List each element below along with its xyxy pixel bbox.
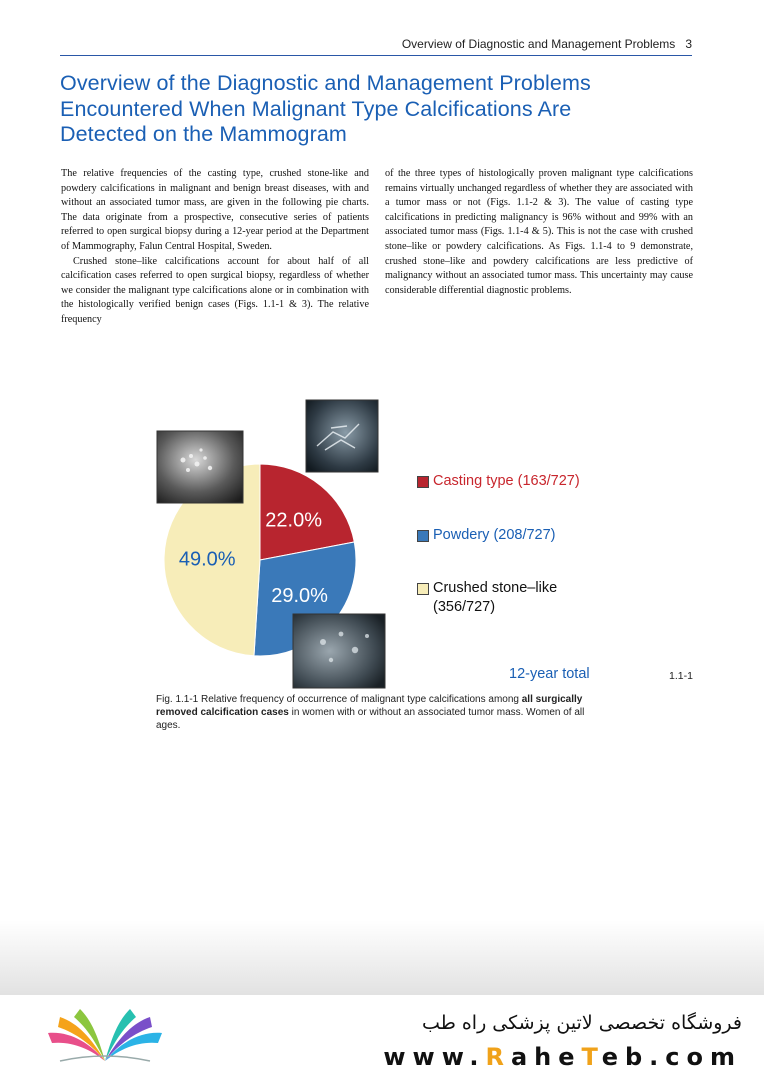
chapter-title-line3: Detected on the Mammogram	[60, 122, 347, 146]
caption-prefix: Fig. 1.1-1 Relative frequency of occurrence of malignant type calcifications among	[156, 694, 522, 705]
url-part: ahe	[510, 1043, 582, 1071]
url-accent-r: R	[485, 1043, 511, 1071]
legend-swatch-powdery	[417, 530, 429, 542]
page-bottom-shadow	[0, 920, 764, 995]
mammogram-thumbnail-crushed-stone	[293, 614, 385, 688]
banner-url[interactable]	[383, 1043, 742, 1071]
url-accent-t: T	[581, 1043, 602, 1071]
figure-caption	[156, 693, 596, 733]
body-paragraph: Crushed stone–like calcifications account for about half of all calcification cases referred to open surgical biopsy, regardless of whether we consider the malignant type calcifications alone or in combination with the histologically verified benign cases (Figs. 1.1-1 & 3). The relative frequency	[61, 255, 369, 325]
pie-label-crushed-stone: 49.0%	[178, 548, 236, 571]
chart-total-label: 12-year total	[509, 666, 590, 682]
figure-number: 1.1-1	[669, 670, 693, 682]
legend-swatch-casting	[417, 476, 429, 488]
body-paragraph: of the three types of histologically proven malignant type calcifications remains virtually unchanged regardless of whether they are associated with a tumor mass or not (Figs. 1.1-2 & 3). The value of casting type calcifications in predicting malignancy is 96% without and 99% with an associated tumor mass (Figs. 1.1-4 & 5). This is not the case with crushed stone–like or powdery calcifications. As Figs. 1.1-4 to 9 demonstrate, crushed stone–like and powdery calcifications are less predictive of malignancy without an associated tumor mass. This uncertainty may cause considerable differential diagnostic problems.	[385, 168, 693, 296]
body-column-right	[385, 167, 693, 298]
body-column-left	[61, 167, 369, 328]
shop-banner	[0, 995, 764, 1080]
chapter-title-line2: Encountered When Malignant Type Calcifications Are	[60, 96, 572, 121]
running-head	[60, 37, 692, 56]
figure-1-1-1	[155, 398, 695, 698]
body-paragraph: The relative frequencies of the casting type, crushed stone-like and powdery calcifications in malignant and benign breast diseases, with and without an associated tumor mass, are given in the following pie charts. The data originate from a prospective, consecutive series of patients referred to open surgical biopsy during a 12-year period at the Department of Mammography, Falun Central Hospital, Sweden.	[61, 168, 369, 252]
pie-chart	[155, 398, 395, 698]
caption-bold: all surgically removed calcification cases	[156, 694, 583, 719]
legend-casting	[417, 472, 580, 491]
mammogram-thumbnail-powdery	[157, 431, 243, 503]
legend-label-powdery: Powdery (208/727)	[433, 527, 556, 543]
url-part: www.	[383, 1043, 486, 1071]
chapter-title	[60, 71, 700, 148]
chapter-title-line1: Overview of the Diagnostic and Management Problems	[60, 71, 591, 95]
running-title: Overview of Diagnostic and Management Problems	[401, 37, 676, 51]
legend-crushed-stone	[417, 579, 557, 617]
page-number: 3	[685, 37, 692, 51]
open-book-logo-icon	[40, 1003, 170, 1073]
legend-label-crushed-stone-line2: (356/727)	[433, 599, 496, 615]
legend-swatch-crushed-stone	[417, 583, 429, 595]
legend-label-casting: Casting type (163/727)	[433, 473, 580, 489]
caption-suffix: in women with or without an associated tumor mass. Women of all ages.	[156, 707, 585, 732]
pie-label-casting: 22.0%	[265, 509, 323, 532]
banner-persian-text: فروشگاه تخصصی لاتین پزشکی راه طب	[422, 1012, 742, 1034]
legend-powdery	[417, 526, 556, 545]
legend-label-crushed-stone-line1: Crushed stone–like	[433, 580, 558, 596]
pie-label-powdery: 29.0%	[271, 584, 328, 607]
url-part: eb.com	[601, 1043, 742, 1071]
